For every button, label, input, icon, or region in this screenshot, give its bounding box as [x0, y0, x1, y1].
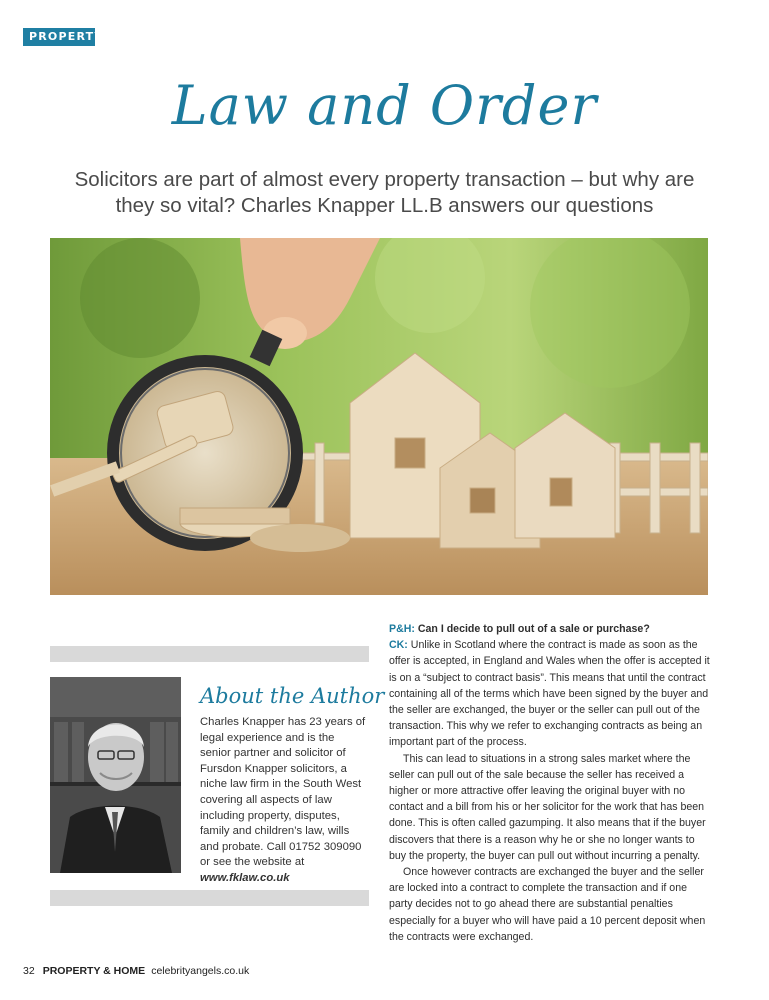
page-footer: [23, 965, 249, 977]
answer-paragraph-1-text: Unlike in Scotland where the contract is made as soon as the offer is accepted, in England and Wales when the offer is accepted it is on a “subject to contract basis”. This means that until the contract containing all of the terms which have been signed by the buyer and the seller are exchanged, the buyer or the seller can pull out of the transaction. This why we refer to exchanging contracts as being an important part of the process.: [389, 639, 710, 749]
question-text: Can I decide to pull out of a sale or purchase?: [417, 623, 650, 635]
answer-paragraph-2: This can lead to situations in a strong sales market where the seller can pull out of the sale because the seller has received a higher or more attractive offer leaving the original buyer with no contact and a bill from his or her solicitor for the work that has been done. This is often called gazumping. It also means that if the buyer discovers that there is a reason why he or she no longer wants to buy the property, the buyer can pull out without incurring a penalty.: [389, 752, 706, 862]
answer-paragraph-3: Once however contracts are exchanged the buyer and the seller are locked into a contract to complete the transaction and if one party decides not to go ahead there are substantial penalties especially for a buyer who will have paid a 10 percent deposit when the contracts were exchanged.: [389, 866, 706, 943]
publication-name: PROPERTY & HOME: [42, 965, 146, 977]
hero-image: [50, 238, 708, 595]
question: [389, 621, 711, 637]
page-title: Law and Order: [171, 74, 598, 137]
author-box-top-bar: [50, 646, 369, 662]
answer-label: CK:: [389, 639, 408, 652]
page-number: 32: [23, 965, 35, 977]
standfirst: Solicitors are part of almost every property transaction – but why are they so vital? Charles Knapper LL.B answers our questions: [74, 168, 695, 217]
author-box-bottom-bar: [50, 890, 369, 906]
answer-paragraph-1: [389, 637, 711, 750]
footer-website: celebrityangels.co.uk: [151, 965, 250, 977]
author-photo: [50, 677, 181, 873]
article-body: [389, 621, 711, 945]
author-bio: [200, 715, 368, 887]
section-tag: PROPERTY: [23, 28, 95, 46]
author-heading: About the Author: [200, 684, 385, 708]
question-label: P&H:: [389, 623, 415, 635]
author-website: www.fklaw.co.uk: [200, 871, 290, 884]
author-bio-text: Charles Knapper has 23 years of legal experience and is the senior partner and solicitor of Fursdon Knapper solicitors, a niche law firm in the South West covering all aspects of law including property, disputes, family and children’s law, wills and probate. Call 01752 309090 or see the website at: [200, 716, 366, 869]
